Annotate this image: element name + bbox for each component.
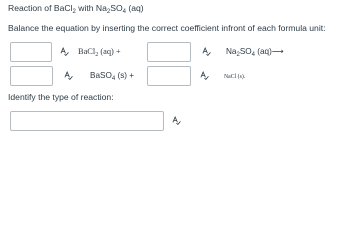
product-1-suffix: (s) + — [115, 71, 135, 80]
reactant-1 — [78, 47, 121, 57]
spellcheck-icon[interactable] — [64, 71, 73, 80]
title-sub-1: 2 — [72, 9, 76, 15]
title-mid2: SO — [110, 3, 123, 13]
product-1-base: BaSO — [90, 71, 112, 80]
title-suffix: (aq) — [126, 3, 144, 13]
title-sub-2: 2 — [106, 9, 111, 15]
reaction-type-input[interactable] — [10, 111, 164, 131]
reactant-2-base: Na — [226, 47, 237, 56]
product-2: NaCl (s). — [224, 74, 246, 80]
spellcheck-icon[interactable] — [60, 47, 69, 56]
reactant-1-base: BaCl — [78, 47, 96, 56]
title-middle: with Na — [75, 3, 107, 13]
reactant-2-suffix: (aq) — [255, 47, 272, 56]
reactant-1-sub: 2 — [95, 52, 99, 58]
product-1 — [90, 71, 134, 81]
reactant-2-sub-1: 2 — [236, 52, 240, 58]
spellcheck-icon[interactable] — [200, 71, 209, 80]
reactant-2-mid: SO — [239, 47, 252, 56]
spellcheck-icon[interactable] — [202, 47, 211, 56]
instruction-text: Balance the equation by inserting the correct coefficient infront of each formula unit: — [8, 23, 326, 33]
reaction-type-prompt: Identify the type of reaction: — [8, 92, 114, 102]
question-title — [8, 3, 144, 14]
coefficient-input-2[interactable] — [147, 42, 191, 62]
coefficient-input-3[interactable] — [10, 66, 53, 86]
coefficient-input-4[interactable] — [147, 66, 191, 86]
product-1-sub: 4 — [111, 76, 116, 82]
title-prefix: Reaction of BaCl — [8, 3, 73, 13]
reaction-arrow-icon: ⟶ — [271, 47, 284, 56]
title-sub-3: 4 — [122, 9, 126, 15]
spellcheck-icon[interactable] — [172, 116, 181, 125]
reactant-2 — [226, 47, 284, 57]
reactant-2-sub-2: 4 — [251, 52, 255, 58]
reactant-1-suffix: (aq) + — [98, 47, 121, 56]
coefficient-input-1[interactable] — [10, 42, 52, 62]
